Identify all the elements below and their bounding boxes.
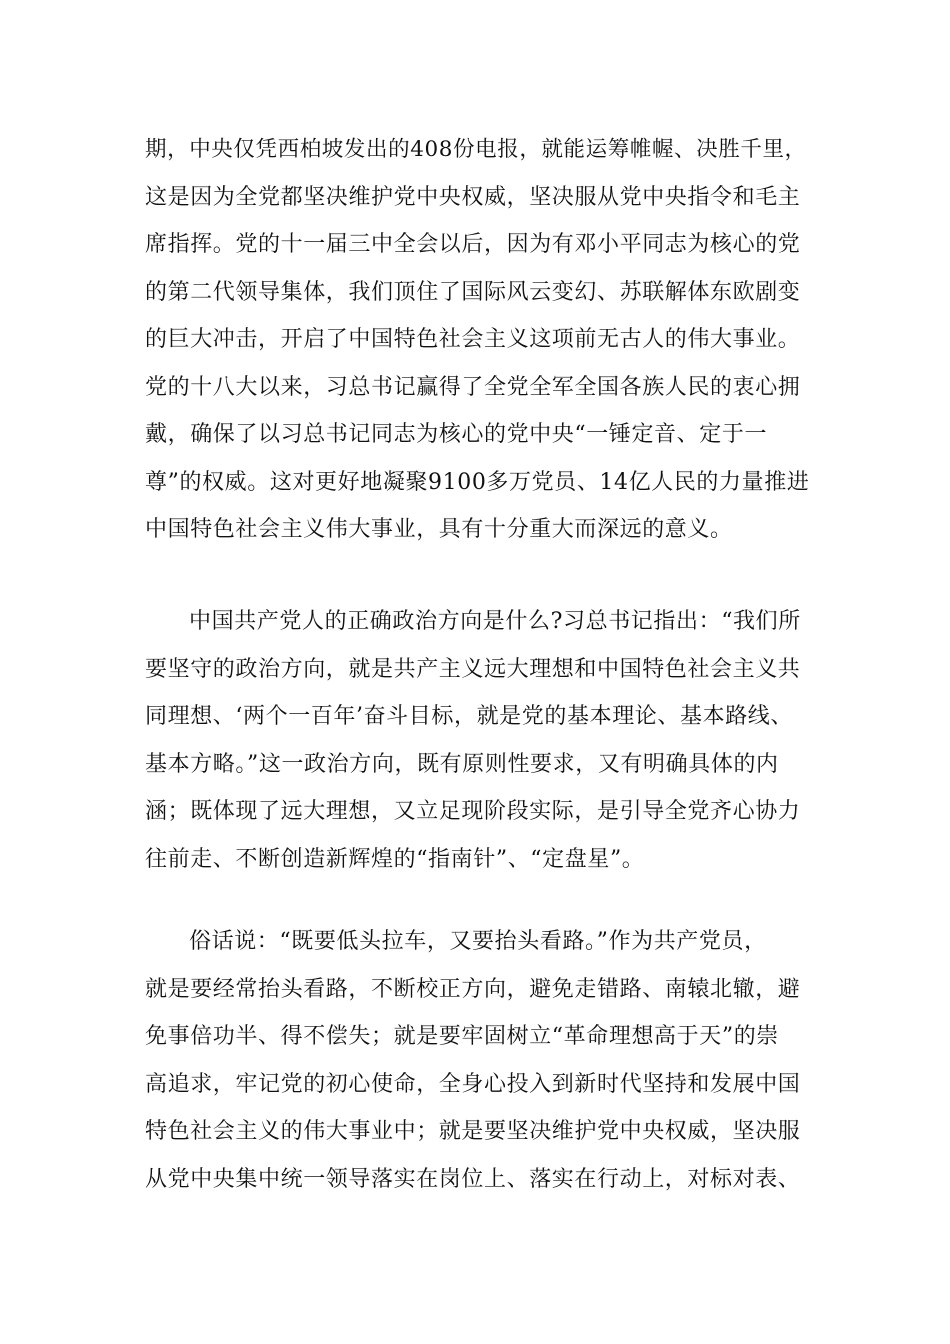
paragraph-2 xyxy=(145,598,810,883)
text-line: 席指挥。党的十一届三中全会以后，因为有邓小平同志为核心的党 xyxy=(145,232,801,257)
text-line: 同理想、‘两个一百年’奋斗目标，就是党的基本理论、基本路线、 xyxy=(145,704,793,729)
text-line: 期，中央仅凭西柏坡发出的408份电报，就能运筹帷幄、决胜千里， xyxy=(145,137,807,162)
text-line: 这是因为全党都坚决维护党中央权威，坚决服从党中央指令和毛主 xyxy=(145,184,801,210)
text-line: 中国特色社会主义伟大事业，具有十分重大而深远的意义。 xyxy=(145,517,733,542)
text-line: 就是要经常抬头看路，不断校正方向，避免走错路、南辕北辙，避 xyxy=(145,976,801,1002)
text-line: 戴，确保了以习总书记同志为核心的党中央“一锤定音、定于一 xyxy=(145,422,768,447)
paragraph-3 xyxy=(145,918,810,1203)
text-line: 的巨大冲击，开启了中国特色社会主义这项前无古人的伟大事业。 xyxy=(145,327,801,352)
text-line: 涵；既体现了远大理想，又立足现阶段实际，是引导全党齐心协力 xyxy=(145,799,801,824)
text-line-first: 中国共产党人的正确政治方向是什么?习总书记指出：“我们所 xyxy=(189,609,801,634)
text-line: 尊”的权威。这对更好地凝聚9100多万党员、14亿人民的力量推进 xyxy=(145,469,810,495)
text-line: 高追求，牢记党的初心使命，全身心投入到新时代坚持和发展中国 xyxy=(145,1071,801,1097)
text-line: 党的十八大以来，习总书记赢得了全党全军全国各族人民的衷心拥 xyxy=(145,374,801,400)
text-line: 要坚守的政治方向，就是共产主义远大理想和中国特色社会主义共 xyxy=(145,656,801,682)
text-line: 的第二代领导集体，我们顶住了国际风云变幻、苏联解体东欧剧变 xyxy=(145,279,801,305)
text-line-first: 俗话说：“既要低头拉车，又要抬头看路。”作为共产党员， xyxy=(189,929,767,954)
text-line: 免事倍功半、得不偿失；就是要牢固树立“革命理想高于天”的崇 xyxy=(145,1024,779,1049)
paragraph-1 xyxy=(145,126,810,554)
text-line: 从党中央集中统一领导落实在岗位上、落实在行动上，对标对表、 xyxy=(145,1166,801,1192)
text-line: 基本方略。”这一政治方向，既有原则性要求，又有明确具体的内 xyxy=(145,751,779,777)
text-line: 特色社会主义的伟大事业中；就是要坚决维护党中央权威，坚决服 xyxy=(145,1119,801,1144)
text-line: 往前走、不断创造新辉煌的“指南针”、“定盘星”。 xyxy=(145,846,645,872)
